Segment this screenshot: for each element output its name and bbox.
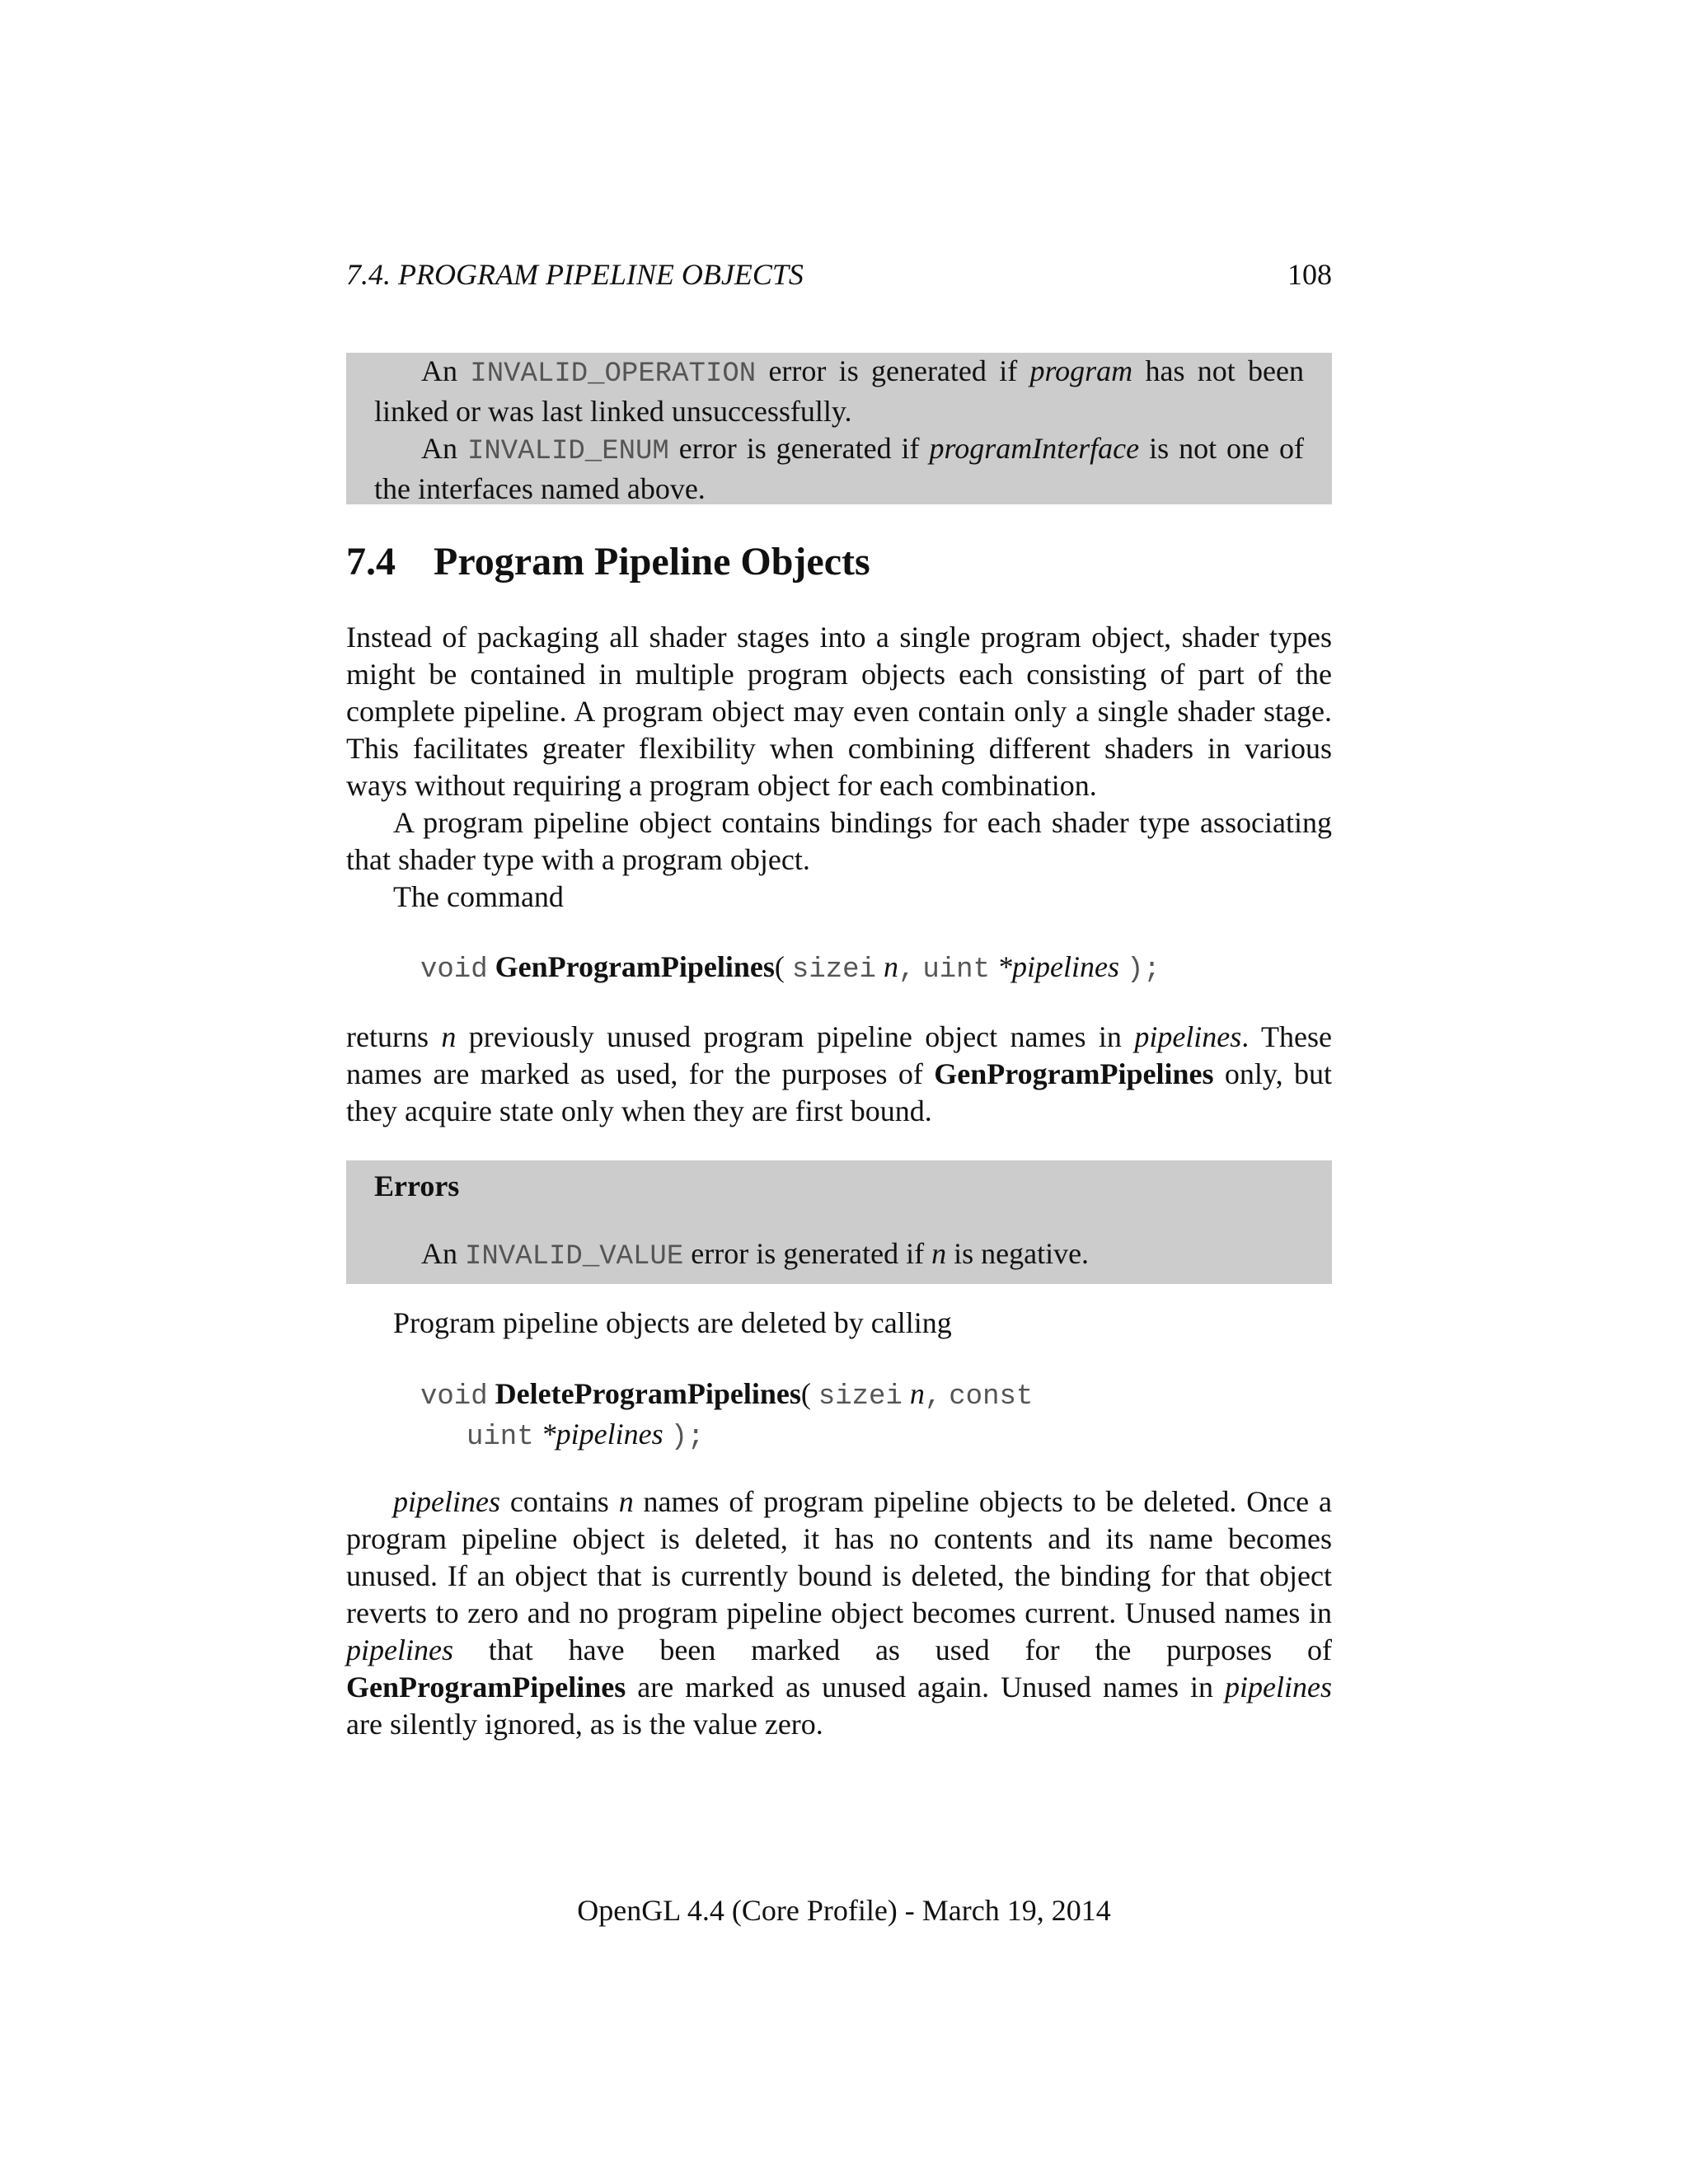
error-code: INVALID_VALUE [465,1241,684,1272]
error-invalid-operation: An INVALID_OPERATION error is generated if program has not been linked or was last linked unsuccessfully. [374,354,1304,428]
paragraph: returns n previously unused program pipeline object names in pipelines. These names are marked as used, for the purposes of GenProgramPipelines only, but they acquire state only when they are first bound. [346,1020,1332,1127]
section-title: 7.4. PROGRAM PIPELINE OBJECTS [346,258,804,291]
paragraph: A program pipeline object contains bindings for each shader type associating that shader type with a program object. [346,806,1332,876]
errors-box-continued [346,353,1332,504]
function-prototype-gen: void GenProgramPipelines( sizei n, uint *pipelines ); [420,950,1160,986]
section-number: 7.4 [346,540,396,583]
function-name: GenProgramPipelines [495,950,775,983]
paragraph: The command [393,880,564,913]
delete-description [346,1483,1332,1743]
errors-title: Errors [374,1169,460,1202]
param-name: program [1029,354,1133,387]
error-code: INVALID_ENUM [467,436,669,467]
error-invalid-value: An INVALID_VALUE error is generated if n is negative. [421,1237,1090,1272]
section-heading [346,539,870,584]
function-prototype-delete: void DeleteProgramPipelines( sizei n, const uint *pipelines ); [420,1377,1034,1453]
param-name: programInterface [929,432,1140,465]
intro-text [346,619,1332,879]
page-footer: OpenGL 4.4 (Core Profile) - March 19, 2014 [577,1894,1111,1927]
paragraph: Instead of packaging all shader stages into a single program object, shader types might be contained in multiple program objects each consisting of part of the complete pipeline. A program object may even contain only a single shader stage. This facilitates greater flexibility when combining different shaders in various ways without requiring a program object for each combination. [346,621,1332,802]
gen-description [346,1019,1332,1130]
errors-box [346,1160,1332,1284]
function-name: DeleteProgramPipelines [495,1377,801,1410]
paragraph: pipelines contains n names of program pipeline objects to be deleted. Once a program pipeline object is deleted, it has no contents and its name becomes unused. If an object that is currently bound is deleted, the binding for that object reverts to zero and no program pipeline object becomes current. Unused names in pipelines that have been marked as used for the purposes of GenProgramPipelines are marked as unused again. Unused names in pipelines are silently ignored, as is the value zero. [346,1485,1332,1741]
error-invalid-enum: An INVALID_ENUM error is generated if programInterface is not one of the interfaces named above. [374,432,1304,505]
running-header [346,257,1332,292]
error-code: INVALID_OPERATION [470,359,757,390]
page-number: 108 [1287,258,1332,291]
section-heading-title: Program Pipeline Objects [434,540,870,583]
paragraph: Program pipeline objects are deleted by calling [393,1306,952,1339]
